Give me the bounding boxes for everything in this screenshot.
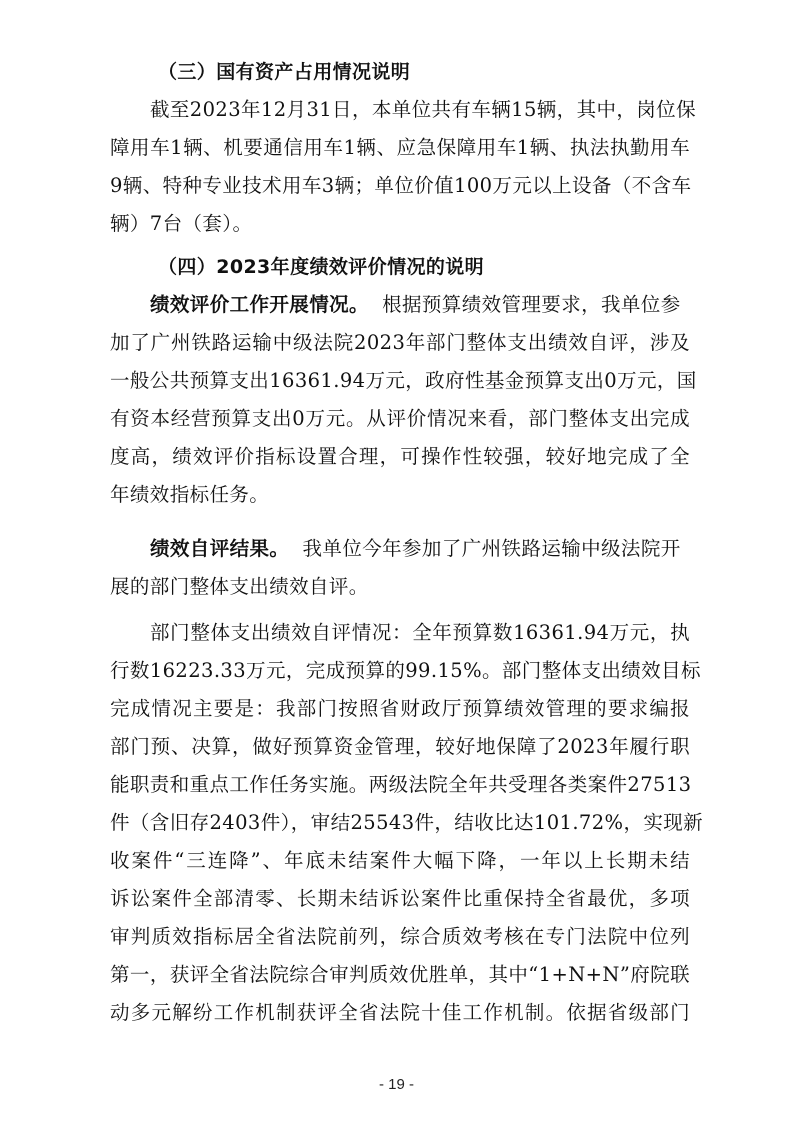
paragraph-line: 9辆、特种专业技术用车3辆；单位价值100万元以上设备（不含车 [110, 174, 692, 197]
section-heading-performance: （四）2023年度绩效评价情况的说明 [158, 256, 485, 278]
paragraph-line: 完成情况主要是：我部门按照省财政厅预算绩效管理的要求编报 [110, 697, 690, 720]
paragraph-line: 度高，绩效评价指标设置合理，可操作性较强，较好地完成了全 [110, 445, 690, 468]
paragraph-line: 部门整体支出绩效自评情况：全年预算数16361.94万元，执 [150, 621, 690, 644]
paragraph-line: 部门预、决算，做好预算资金管理，较好地保障了2023年履行职 [110, 735, 690, 758]
paragraph-line: 展的部门整体支出绩效自评。 [110, 575, 369, 598]
paragraph-text: 根据预算绩效管理要求，我单位参 [382, 293, 681, 316]
paragraph-line: 障用车1辆、机要通信用车1辆、应急保障用车1辆、执法执勤用车 [110, 136, 690, 159]
paragraph-text: 我单位今年参加了广州铁路运输中级法院开 [302, 537, 681, 560]
paragraph-line: 加了广州铁路运输中级法院2023年部门整体支出绩效自评，涉及 [110, 331, 690, 354]
paragraph-line: 行数16223.33万元，完成预算的99.15%。部门整体支出绩效目标 [110, 659, 701, 682]
paragraph-line: 第一，获评全省法院综合审判质效优胜单，其中“1+N+N”府院联 [110, 963, 690, 986]
paragraph-line: 诉讼案件全部清零、长期未结诉讼案件比重保持全省最优，多项 [110, 887, 690, 910]
paragraph-first-line [150, 286, 690, 324]
page-number: - 19 - [378, 1076, 414, 1093]
paragraph-line: 动多元解纷工作机制获评全省法院十佳工作机制。依据省级部门 [110, 1001, 690, 1024]
paragraph-lead: 绩效评价工作开展情况。 [150, 293, 369, 316]
paragraph-line: 件（含旧存2403件），审结25543件，结收比达101.72%，实现新 [110, 811, 704, 834]
section-heading-assets: （三）国有资产占用情况说明 [158, 61, 411, 83]
paragraph-line: 截至2023年12月31日，本单位共有车辆15辆，其中，岗位保 [150, 98, 696, 121]
paragraph-line: 辆）7台（套）。 [110, 212, 253, 235]
paragraph-line: 收案件“三连降”、年底未结案件大幅下降，一年以上长期未结 [110, 849, 690, 872]
paragraph-line: 有资本经营预算支出0万元。从评价情况来看，部门整体支出完成 [110, 407, 690, 430]
paragraph-lead: 绩效自评结果。 [150, 537, 290, 560]
paragraph-line: 审判质效指标居全省法院前列，综合质效考核在专门法院中位列 [110, 925, 690, 948]
paragraph-line: 年绩效指标任务。 [110, 483, 270, 506]
paragraph-line: 一般公共预算支出16361.94万元，政府性基金预算支出0万元，国 [110, 369, 697, 392]
paragraph-line: 能职责和重点工作任务实施。两级法院全年共受理各类案件27513 [110, 773, 692, 796]
paragraph-first-line [150, 530, 690, 568]
